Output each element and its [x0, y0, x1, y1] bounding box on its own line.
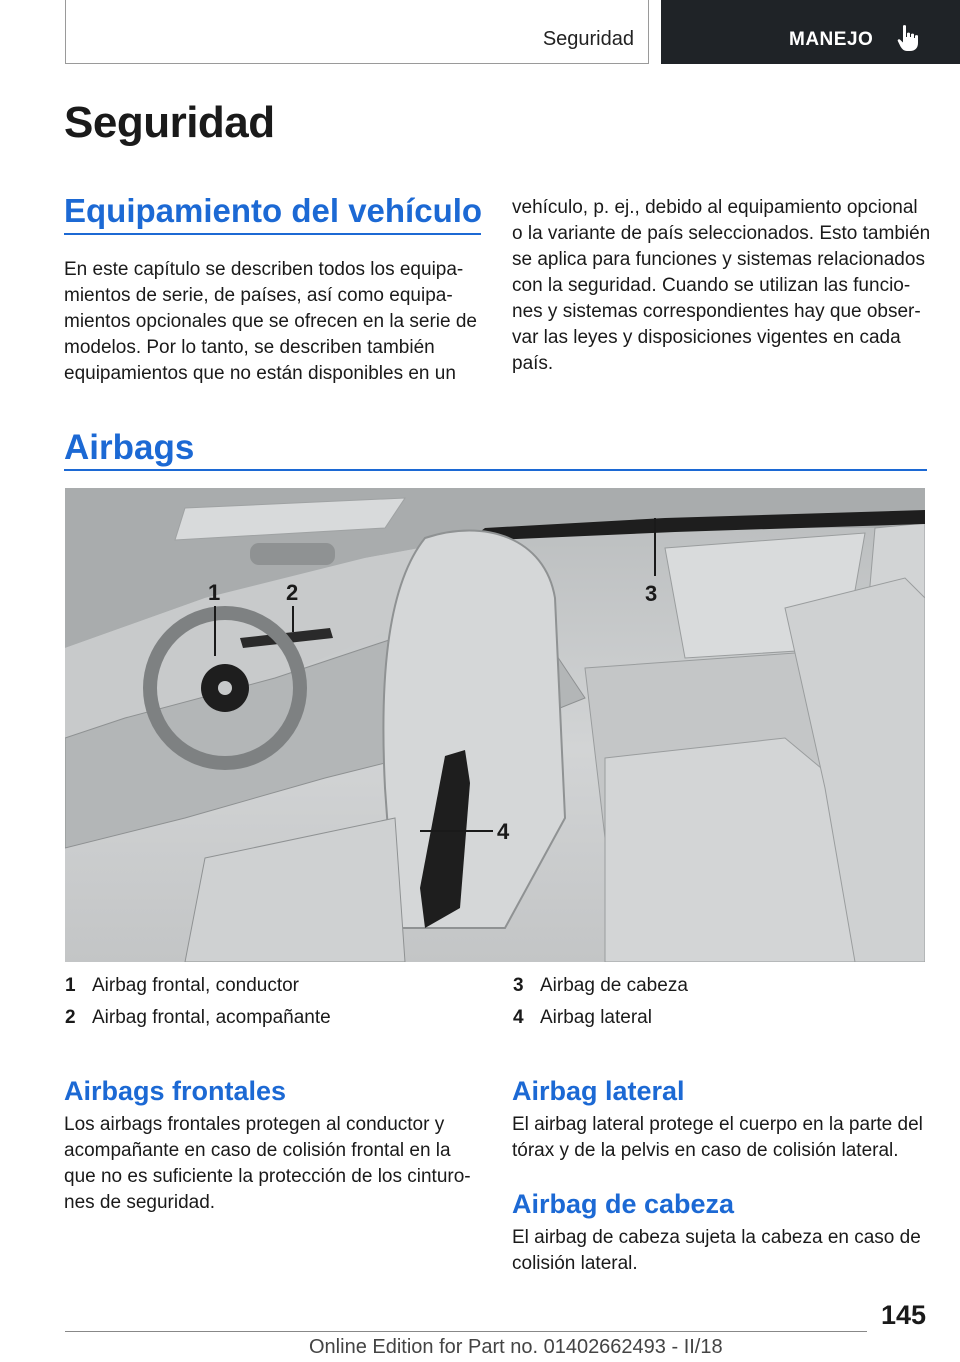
legend-number: 2 [65, 1007, 76, 1028]
text-line: En este capítulo se describen todos los equipa‐ [64, 259, 464, 280]
text-line: vehículo, p. ej., debido al equipamiento opcional [512, 197, 918, 218]
header-section-box [65, 0, 649, 64]
text-line: equipamientos que no están disponibles en un [64, 363, 456, 384]
header-section-label: Seguridad [542, 28, 634, 50]
side-airbag-heading: Airbag lateral [512, 1076, 685, 1106]
pointing-hand-icon [897, 24, 923, 52]
text-line: mientos opcionales que se ofrecen en la serie de [64, 311, 477, 332]
legend-left [65, 975, 331, 1039]
text-line: nes de seguridad. [64, 1192, 216, 1213]
legend-item [65, 1007, 331, 1039]
legend-number: 4 [513, 1007, 524, 1028]
text-line: país. [512, 353, 554, 374]
footer-edition: Online Edition for Part no. 01402662493 - II/18 [309, 1336, 723, 1358]
text-line: El airbag lateral protege el cuerpo en la parte del [512, 1114, 923, 1135]
legend-label: Airbag frontal, conductor [92, 975, 300, 996]
page-number: 145 [880, 1300, 926, 1330]
header-chapter-box [661, 0, 960, 64]
text-line: colisión lateral. [512, 1253, 638, 1274]
callout-1: 1 [208, 580, 221, 605]
text-line: El airbag de cabeza sujeta la cabeza en caso de [512, 1227, 921, 1248]
text-line: Los airbags frontales protegen al conductor y [64, 1114, 445, 1135]
text-line: acompañante en caso de colisión frontal en la [64, 1140, 451, 1161]
legend-number: 3 [513, 975, 524, 996]
text-line: nes y sistemas correspondientes hay que obser‐ [512, 301, 921, 322]
text-line: tórax y de la pelvis en caso de colisión lateral. [512, 1140, 899, 1161]
airbags-illustration [65, 488, 925, 962]
legend-item [513, 1007, 688, 1039]
front-airbags-heading: Airbags frontales [64, 1076, 287, 1106]
text-line: que no es suficiente la protección de los cinturo‐ [64, 1166, 471, 1187]
header-chapter-label: MANEJO [789, 29, 874, 50]
callout-2: 2 [286, 580, 299, 605]
callout-3: 3 [645, 581, 658, 606]
footer-rule [65, 1331, 867, 1332]
legend-item [65, 975, 331, 1007]
legend-label: Airbag frontal, acompañante [92, 1007, 331, 1028]
text-line: se aplica para funciones y sistemas relacionados [512, 249, 925, 270]
side-airbag-text [512, 1112, 923, 1164]
legend-number: 1 [65, 975, 76, 996]
vehicle-equipment-text-right [512, 195, 930, 377]
legend-item [513, 975, 688, 1007]
legend-label: Airbag lateral [540, 1007, 652, 1028]
vehicle-interior-drawing [65, 488, 925, 962]
front-airbags-text [64, 1112, 471, 1216]
vehicle-equipment-rule [64, 233, 481, 235]
text-line: con la seguridad. Cuando se utilizan las funcio‐ [512, 275, 911, 296]
airbags-rule [64, 469, 927, 471]
legend-label: Airbag de cabeza [540, 975, 688, 996]
vehicle-equipment-heading: Equipamiento del vehículo [64, 192, 483, 229]
text-line: modelos. Por lo tanto, se describen también [64, 337, 435, 358]
vehicle-equipment-text-left [64, 257, 477, 387]
text-line: var las leyes y disposiciones vigentes en cada [512, 327, 901, 348]
head-airbag-text [512, 1225, 921, 1277]
head-airbag-heading: Airbag de cabeza [512, 1189, 735, 1219]
page-title: Seguridad [64, 98, 275, 147]
text-line: o la variante de país seleccionados. Esto también [512, 223, 931, 244]
text-line: mientos de serie, de países, así como equipa‐ [64, 285, 453, 306]
callout-4: 4 [497, 819, 510, 844]
legend-right [513, 975, 688, 1039]
airbags-heading: Airbags [64, 428, 195, 467]
